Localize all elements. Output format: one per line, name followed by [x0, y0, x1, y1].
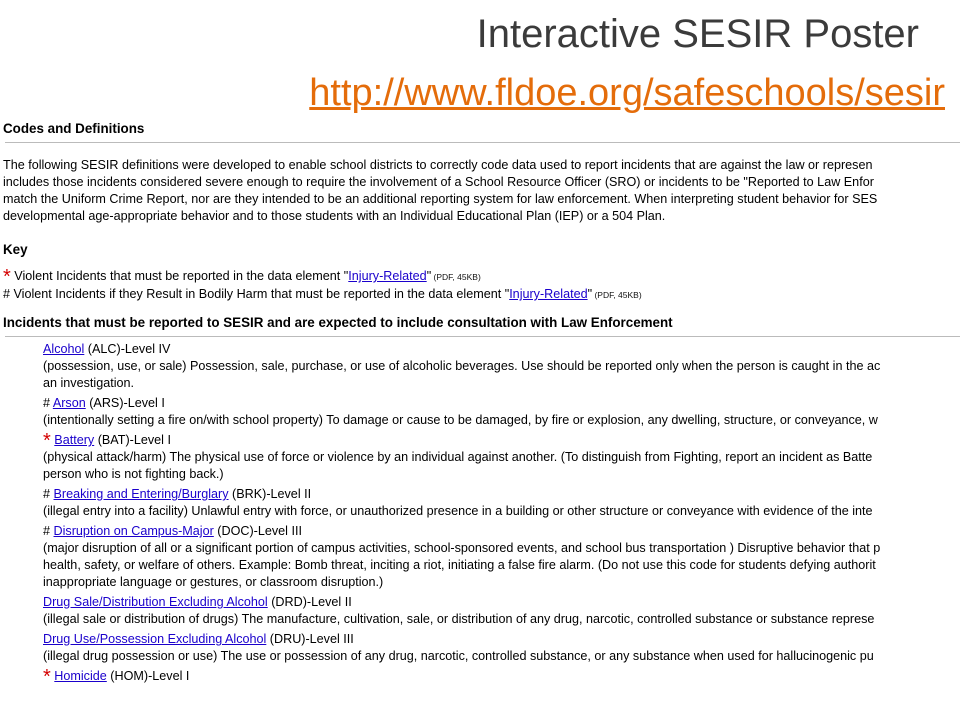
incident-link-disruption[interactable]: Disruption on Campus-Major	[53, 524, 214, 538]
incident-description: (major disruption of all or a significant portion of campus activities, school-sponsored events, and school bus transportation ) Disruptive behavior that p	[43, 541, 881, 555]
list-item	[43, 395, 960, 429]
incident-code: (ARS)-Level I	[85, 396, 165, 410]
list-item	[43, 341, 960, 392]
incident-description: (intentionally setting a fire on/with school property) To damage or cause to be damaged, by fire or explosion, any dwelling, structure, or conveyance, w	[43, 413, 878, 427]
key-row-bodily-harm: # Violent Incidents if they Result in Bodily Harm that must be reported in the data element "Injury-Related" (PDF, 45KB)	[3, 287, 642, 301]
list-item	[43, 432, 960, 483]
incident-code: (DRU)-Level III	[266, 632, 354, 646]
intro-line: includes those incidents considered severe enough to require the involvement of a School Resource Officer (SRO) or incidents to be "Reported to Law Enfor	[3, 175, 874, 189]
red-asterisk-icon: *	[43, 666, 51, 688]
list-item	[43, 631, 960, 665]
incidents-section-heading: Incidents that must be reported to SESIR and are expected to include consultation with Law Enforcement	[3, 315, 673, 330]
incident-code: (BAT)-Level I	[94, 433, 171, 447]
incident-code: (DRD)-Level II	[267, 595, 352, 609]
hash-marker: #	[43, 487, 51, 501]
incident-description: (illegal sale or distribution of drugs) The manufacture, cultivation, sale, or distribution of any drug, narcotic, controlled substance or substance represe	[43, 612, 875, 626]
injury-related-link[interactable]: Injury-Related	[348, 269, 427, 283]
incident-description: inappropriate language or gestures, or classroom disruption.)	[43, 575, 384, 589]
incident-code: (HOM)-Level I	[106, 669, 190, 683]
incident-description: (possession, use, or sale) Possession, sale, purchase, or use of alcoholic beverages. Use should be reported only when the person is caught in the ac	[43, 359, 881, 373]
incident-link-drug-sale[interactable]: Drug Sale/Distribution Excluding Alcohol	[43, 595, 268, 609]
incident-description: health, safety, or welfare of others. Example: Bomb threat, inciting a riot, initiating a false fire alarm. (Do not use this code for students defying authorit	[43, 558, 876, 572]
incident-description: (illegal drug possession or use) The use or possession of any drug, narcotic, controlled substance, or any substance when used for hallucinogenic pu	[43, 649, 874, 663]
slide-title: Interactive SESIR Poster	[476, 12, 919, 56]
pdf-size-note: (PDF, 45KB)	[592, 290, 642, 300]
hash-marker: #	[3, 287, 11, 301]
hash-marker: #	[43, 396, 51, 410]
incident-description: person who is not fighting back.)	[43, 467, 224, 481]
hash-marker: #	[43, 524, 51, 538]
incident-list	[3, 341, 960, 688]
incident-link-homicide[interactable]: Homicide	[54, 669, 107, 683]
key-heading: Key	[3, 242, 28, 257]
codes-definitions-heading: Codes and Definitions	[3, 121, 145, 136]
list-item	[43, 523, 960, 591]
intro-line: developmental age-appropriate behavior and to those students with an Individual Educational Plan (IEP) or a 504 Plan.	[3, 209, 666, 223]
red-asterisk-icon: *	[43, 430, 51, 452]
red-asterisk-icon: *	[3, 266, 11, 288]
list-item	[43, 486, 960, 520]
incident-code: (DOC)-Level III	[213, 524, 302, 538]
incident-description: an investigation.	[43, 376, 135, 390]
divider	[5, 336, 960, 337]
webpage-screenshot	[3, 120, 960, 720]
intro-paragraph	[3, 157, 960, 225]
injury-related-link[interactable]: Injury-Related	[509, 287, 588, 301]
incident-link-drug-use[interactable]: Drug Use/Possession Excluding Alcohol	[43, 632, 267, 646]
key-row-violent: * Violent Incidents that must be reported in the data element "Injury-Related" (PDF, 45KB)	[3, 266, 481, 288]
incident-link-alcohol[interactable]: Alcohol	[43, 342, 85, 356]
incident-description: (illegal entry into a facility) Unlawful entry with force, or unauthorized presence in a building or other structure or conveyance with evidence of the inte	[43, 504, 873, 518]
pdf-size-note: (PDF, 45KB)	[431, 272, 481, 282]
incident-code: (BRK)-Level II	[228, 487, 312, 501]
intro-line: match the Uniform Crime Report, nor are they intended to be an additional reporting system for law enforcement. When interpreting student behavior for SES	[3, 192, 878, 206]
incident-link-battery[interactable]: Battery	[54, 433, 95, 447]
incident-description: (physical attack/harm) The physical use of force or violence by an individual against another. (To distinguish from Fighting, report an incident as Batte	[43, 450, 873, 464]
incident-link-arson[interactable]: Arson	[52, 396, 86, 410]
list-item	[43, 666, 960, 688]
slide-url-link[interactable]: http://www.fldoe.org/safeschools/sesir	[309, 72, 945, 114]
incident-link-breaking-entering[interactable]: Breaking and Entering/Burglary	[53, 487, 229, 501]
divider	[5, 142, 960, 143]
list-item	[43, 594, 960, 628]
incident-code: (ALC)-Level IV	[84, 342, 171, 356]
intro-line: The following SESIR definitions were developed to enable school districts to correctly code data used to report incidents that are against the law or represen	[3, 158, 873, 172]
